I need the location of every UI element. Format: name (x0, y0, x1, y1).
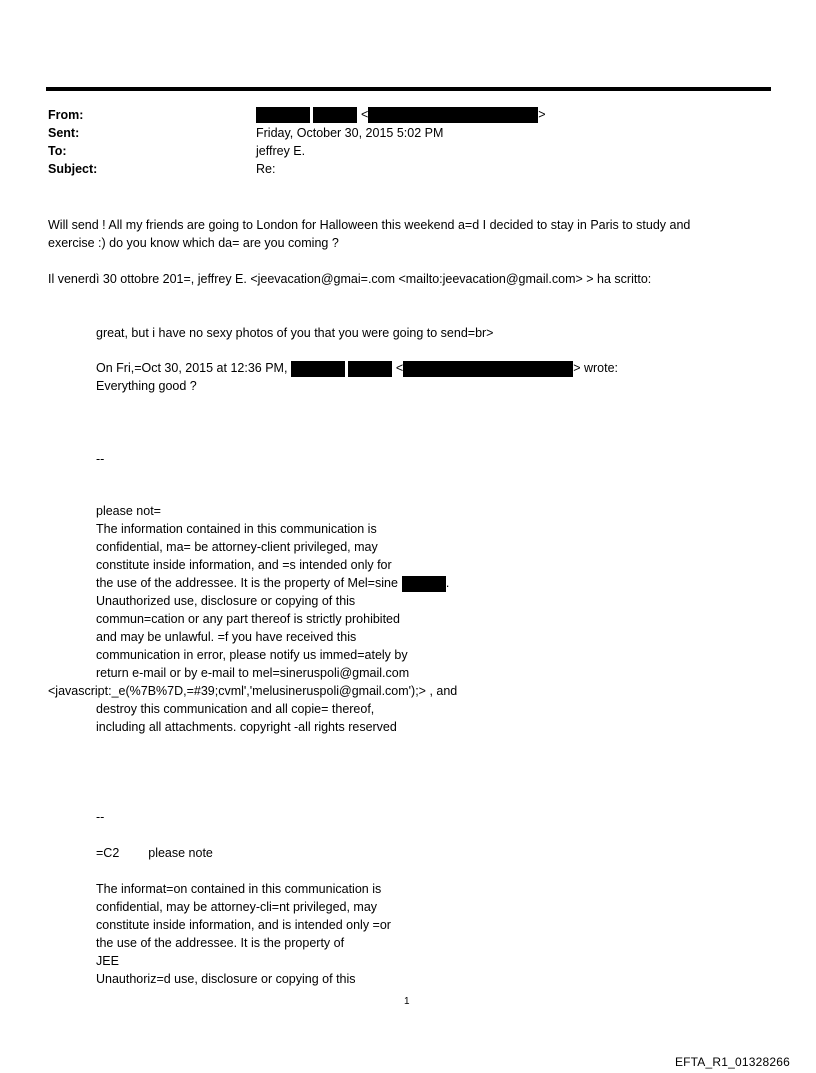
disclaimer-text: the use of the addressee. It is the property of Mel=sine (96, 576, 398, 590)
sent-label: Sent: (48, 126, 80, 140)
quoted-prefix: On Fri,=Oct 30, 2015 at 12:36 PM, (96, 361, 288, 375)
c2-prefix: =C2 (96, 846, 120, 860)
body-line: Will send ! All my friends are going to London for Halloween this weekend a=d I decided to stay in Paris to study and (48, 218, 691, 232)
page-number: 1 (404, 996, 410, 1007)
disclaimer-line: commun=cation or any part thereof is strictly prohibited (96, 612, 400, 626)
disclaimer-line: including all attachments. copyright -all rights reserved (96, 720, 397, 734)
body-line: exercise :) do you know which da= are you coming ? (48, 236, 339, 250)
disclaimer-line: confidential, ma= be attorney-client privileged, may (96, 540, 378, 554)
disclaimer-period: . (445, 576, 450, 590)
sent-value: Friday, October 30, 2015 5:02 PM (256, 126, 444, 140)
from-value (256, 107, 546, 123)
document-id: EFTA_R1_01328266 (674, 1055, 790, 1069)
redaction-block (256, 107, 310, 123)
disclaimer-line: destroy this communication and all copie= thereof, (96, 702, 375, 716)
header-rule (46, 87, 771, 91)
from-gt: > (538, 107, 546, 122)
disclaimer-line: Unauthorized use, disclosure or copying of this (96, 594, 356, 608)
disclaimer-line: <javascript:_e(%7B%7D,=#39;cvml','melusineruspoli@gmail.com');> , and (48, 684, 458, 698)
disclaimer-line: constitute inside information, and =s intended only for (96, 558, 392, 572)
disclaimer-line: please not= (96, 504, 161, 518)
disclaimer-line: and may be unlawful. =f you have received this (96, 630, 357, 644)
redaction-block (291, 361, 345, 377)
disclaimer-line: JEE (96, 954, 119, 968)
disclaimer-line: confidential, may be attorney-cli=nt privileged, may (96, 900, 378, 914)
quoted-line: great, but i have no sexy photos of you that you were going to send=br> (96, 326, 494, 340)
redaction-block (368, 107, 538, 123)
c2-line (96, 844, 213, 862)
disclaimer-line: the use of the addressee. It is the property of (96, 936, 345, 950)
quoted-lt: < (395, 361, 404, 375)
c2-text: please note (148, 846, 213, 860)
disclaimer-line: return e-mail or by e-mail to mel=sineruspoli@gmail.com (96, 666, 410, 680)
disclaimer-line: The informat=on contained in this communication is (96, 882, 382, 896)
quoted-line: Everything good ? (96, 379, 197, 393)
redaction-block (348, 361, 392, 377)
separator-dashes: -- (96, 810, 105, 824)
disclaimer-line: The information contained in this communication is (96, 522, 377, 536)
from-label: From: (48, 108, 84, 122)
redaction-block (402, 576, 446, 592)
separator-dashes: -- (96, 452, 105, 466)
disclaimer-line: communication in error, please notify us immed=ately by (96, 648, 408, 662)
redaction-block (403, 361, 573, 377)
quoted-header-line (96, 359, 618, 377)
disclaimer-line: constitute inside information, and is intended only =or (96, 918, 391, 932)
quoted-suffix: > wrote: (573, 361, 618, 375)
subject-label: Subject: (48, 162, 98, 176)
subject-value: Re: (256, 162, 276, 176)
to-value: jeffrey E. (256, 144, 306, 158)
redaction-block (313, 107, 357, 123)
disclaimer-line-with-redaction (96, 574, 449, 592)
to-label: To: (48, 144, 67, 158)
body-line: Il venerdì 30 ottobre 201=, jeffrey E. <jeevacation@gmai=.com <mailto:jeevacation@gmail.com> > ha scritto: (48, 272, 652, 286)
disclaimer-line: Unauthoriz=d use, disclosure or copying of this (96, 972, 356, 986)
from-lt: < (360, 107, 369, 122)
